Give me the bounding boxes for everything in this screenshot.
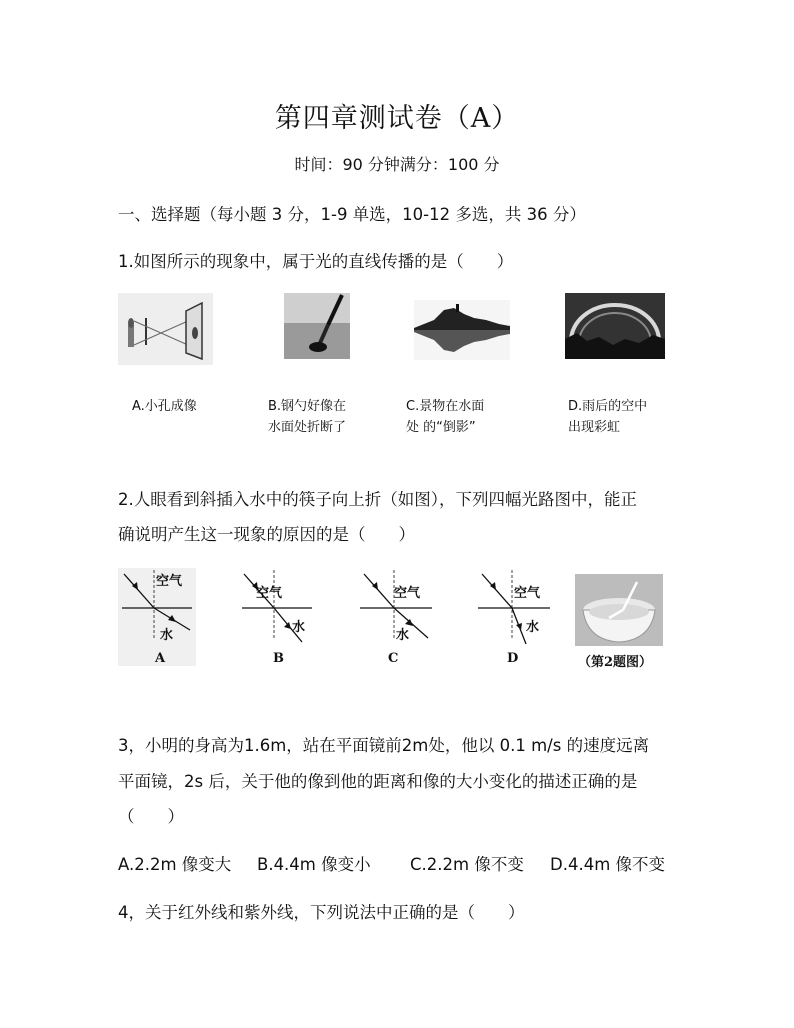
exam-info: 时间：90 分钟满分：100 分 [294, 155, 500, 174]
q2-a-air-label: 空气 [156, 574, 183, 589]
q3-stem-line3: （ ） [118, 807, 184, 826]
page-title: 第四章测试卷（A） [274, 103, 520, 134]
q1-image-reflection [414, 300, 510, 360]
q2-stem-line2: 确说明产生这一现象的原因的是（ ） [118, 525, 415, 544]
q1-image-pinhole [118, 293, 213, 365]
q1-option-a: A.小孔成像 [132, 399, 197, 414]
q1-option-d-line1: D.雨后的空中 [568, 399, 648, 414]
q1-option-d-line2: 出现彩虹 [568, 420, 621, 435]
q1-stem: 1.如图所示的现象中，属于光的直线传播的是（ ） [118, 252, 514, 271]
q2-figure-caption: （第2题图） [578, 655, 653, 670]
q3-stem-line1: 3，小明的身高为1.6m，站在平面镜前2m处，他以 0.1 m/s 的速度远离 [118, 736, 650, 755]
q1-image-spoon [284, 293, 350, 359]
q2-bowl-photo [575, 574, 663, 646]
q3-option-b: B.4.4m 像变小 [257, 855, 371, 874]
q3-option-a: A.2.2m 像变大 [118, 855, 232, 874]
q3-stem-line2: 平面镜，2s 后，关于他的像到他的距离和像的大小变化的描述正确的是 [118, 772, 638, 791]
q1-option-c-line1: C.景物在水面 [406, 399, 485, 414]
q2-b-letter: B [273, 651, 284, 666]
q3-option-c: C.2.2m 像不变 [410, 855, 524, 874]
q1-option-c-line2: 处 的“倒影” [406, 420, 476, 435]
q3-option-d: D.4.4m 像不变 [550, 855, 666, 874]
section-heading: 一、选择题（每小题 3 分，1-9 单选，10-12 多选，共 36 分） [118, 205, 586, 224]
q2-stem-line1: 2.人眼看到斜插入水中的筷子向上折（如图），下列四幅光路图中，能正 [118, 490, 637, 509]
q2-a-letter: A [155, 651, 166, 666]
q2-d-letter: D [507, 651, 519, 666]
q2-c-air-label: 空气 [394, 586, 421, 601]
q2-b-air-label: 空气 [256, 586, 283, 601]
q4-stem: 4，关于红外线和紫外线，下列说法中正确的是（ ） [118, 903, 525, 922]
q2-d-water-label: 水 [526, 620, 540, 635]
q2-c-letter: C [388, 651, 399, 666]
q2-b-water-label: 水 [292, 620, 306, 635]
q2-c-water-label: 水 [396, 628, 410, 643]
q1-option-b-line1: B.钢勺好像在 [268, 399, 347, 414]
q2-d-air-label: 空气 [514, 586, 541, 601]
q2-a-water-label: 水 [160, 628, 174, 643]
q1-image-rainbow [565, 293, 665, 359]
q1-option-b-line2: 水面处折断了 [268, 420, 347, 435]
